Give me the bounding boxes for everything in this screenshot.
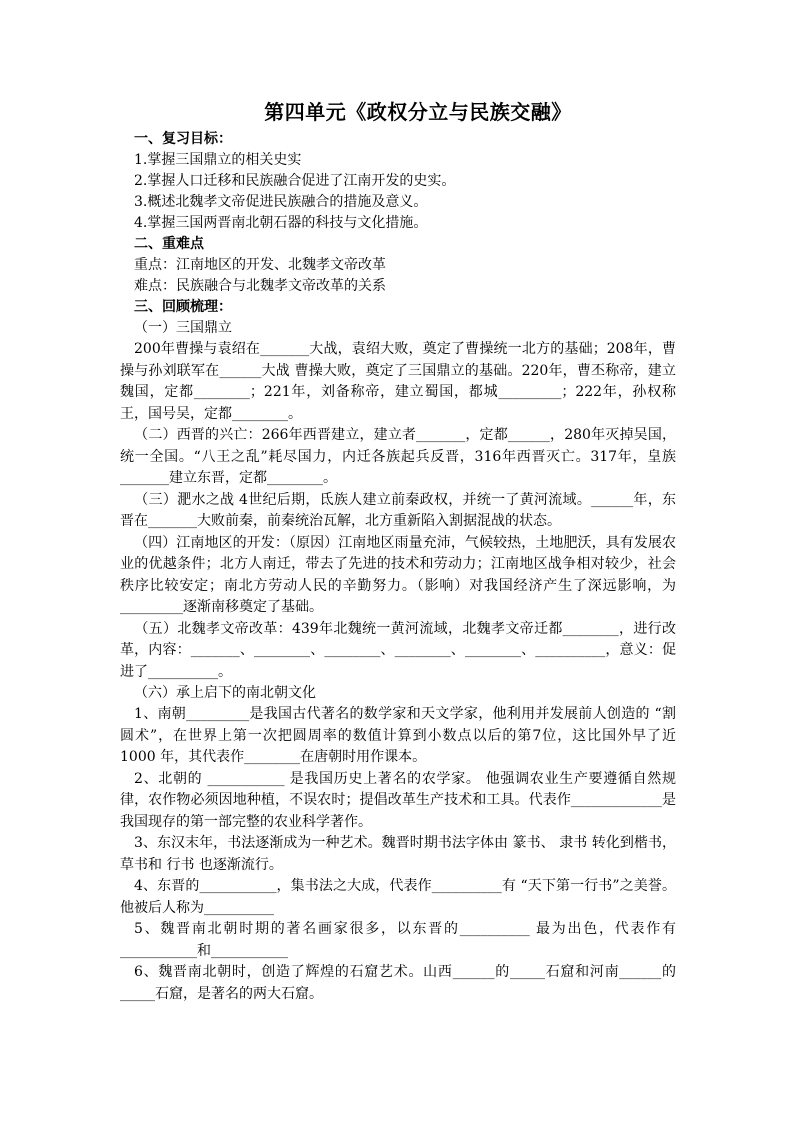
paragraph-three-kingdoms — [120, 339, 676, 425]
culture-text: 5、魏晋南北朝时期的著名画家很多，以东晋的__________ 最为出色，代表作有___________和___________ — [120, 921, 676, 959]
culture-text: 4、东晋的___________，集书法之大成，代表作__________有 “天下第一行书”之美誉。他被后人称为__________ — [120, 878, 676, 916]
goal-item: 1.掌握三国鼎立的相关史实 — [134, 152, 302, 168]
goals-heading: 一、复习目标： — [134, 131, 232, 147]
key-point: 重点：江南地区的开发、北魏孝文帝改革 — [134, 257, 386, 273]
review-heading: 三、回顾梳理： — [134, 299, 232, 315]
culture-text: 6、魏晋南北朝时，创造了辉煌的石窟艺术。山西______的_____石窟和河南______的_____石窟，是著名的两大石窟。 — [120, 964, 676, 1002]
culture-item — [120, 769, 676, 834]
paragraph-xiaowen-reform — [120, 619, 676, 684]
key-point: 难点：民族融合与北魏孝文帝改革的关系 — [134, 278, 386, 294]
paragraph-text: （二）西晋的兴亡：266年西晋建立，建立者_______，定都______，280年灭掉吴国，统一全国。“八王之乱”耗尽国力，内迁各族起兵反晋，316年西晋灭亡。317年，皇族_______建立东晋，定都________。 — [120, 427, 676, 486]
document-page — [120, 96, 676, 1005]
culture-item — [120, 962, 676, 1005]
document-title: 第四单元《政权分立与民族交融》 — [264, 100, 572, 124]
culture-item — [120, 704, 676, 769]
culture-text: 3、东汉末年，书法逐渐成为一种艺术。魏晋时期书法字体由 篆书、 隶书 转化到楷书，草书和 行书 也逐渐流行。 — [120, 835, 676, 873]
goal-item: 2.掌握人口迁移和民族融合促进了江南开发的史实。 — [134, 173, 456, 189]
paragraph-text: 200年曹操与袁绍在_______大战，袁绍大败，奠定了曹操统一北方的基础；208年，曹操与孙刘联军在______大战 曹操大败，奠定了三国鼎立的基础。220年，曹丕称帝，建立魏国，定都________；221年，刘备称帝，建立蜀国，都城_________；222年，孙权称王，国号吴，定都________。 — [120, 341, 676, 422]
paragraph-western-jin — [120, 425, 676, 490]
paragraph-feishui — [120, 490, 676, 533]
goal-item: 3.概述北魏孝文帝促进民族融合的措施及意义。 — [134, 194, 428, 210]
culture-item — [120, 919, 676, 962]
culture-text: 1、南朝_________是我国古代著名的数学家和天文学家，他利用并发展前人创造的 “割圆术”，在世界上第一次把圆周率的数值计算到小数点以后的第7位，这比国外早了近 1000 年，其代表作________在唐朝时用作课本。 — [120, 706, 676, 765]
paragraph-jiangnan — [120, 533, 676, 619]
goal-item: 4.掌握三国两晋南北朝石器的科技与文化措施。 — [134, 215, 428, 231]
subsection-heading: （六）承上启下的南北朝文化 — [134, 685, 316, 701]
subsection-heading: （一）三国鼎立 — [134, 320, 232, 336]
culture-item — [120, 833, 676, 876]
paragraph-text: （五）北魏孝文帝改革：439年北魏统一黄河流域，北魏孝文帝迁都________，进行改革，内容：_______、________、________、________、________、__________，意义：促进了__________。 — [120, 620, 676, 680]
culture-text: 2、北朝的 ___________ 是我国历史上著名的农学家。 他强调农业生产要遵循自然规律，农作物必须因地种植，不误农时；提倡改革生产技术和工具。代表作_____________是我国现存的第一部完整的农业科学著作。 — [120, 770, 676, 830]
key-heading: 二、重难点 — [134, 236, 204, 252]
paragraph-text: （四）江南地区的开发：（原因）江南地区雨量充沛，气候较热，土地肥沃，具有发展农业的优越条件；北方人南迁，带去了先进的技术和劳动力；江南地区战争相对较少，社会秩序比较安定；南北方劳动人民的辛勤努力。（影响）对我国经济产生了深远影响，为_________逐渐南移奠定了基础。 — [120, 534, 676, 615]
culture-item — [120, 876, 676, 919]
paragraph-text: （三）淝水之战 4世纪后期，氐族人建立前秦政权，并统一了黄河流域。______年，东晋在_______大败前秦，前秦统治瓦解，北方重新陷入割据混战的状态。 — [120, 491, 676, 529]
